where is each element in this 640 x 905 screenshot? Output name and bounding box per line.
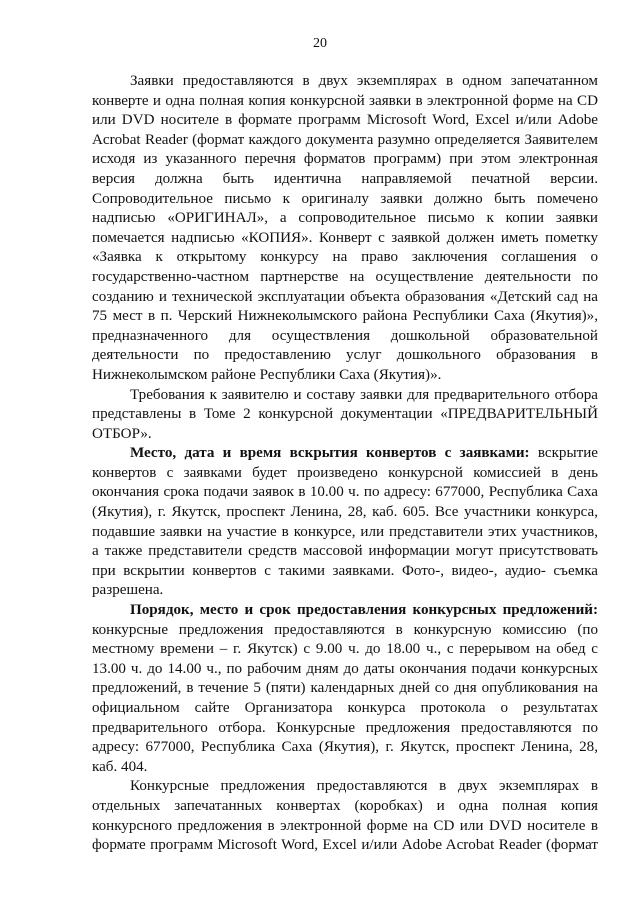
page-number: 20 <box>313 36 327 51</box>
section-heading-proposal-procedure: Порядок, место и срок предоставления конкурсных предложений: <box>130 602 598 619</box>
section-heading-envelope-opening: Место, дата и время вскрытия конвертов с заявками: <box>130 445 530 462</box>
paragraph-envelope-opening <box>92 444 598 601</box>
paragraph-proposal-copies: Конкурсные предложения предоставляются в двух экземплярах в отдельных запечатанных конвертах (коробках) и одна полная копия конкурсного предложения в электронной форме на CD или DVD носителе в формате программ Microsoft Word, Excel и/или Adobe Acrobat Reader (формат <box>92 778 598 854</box>
proposal-procedure-text: конкурсные предложения предоставляются в конкурсную комиссию (по местному времени – г. Якутск) с 9.00 ч. до 18.00 ч., с перерывом на обед с 13.00 ч. до 14.00 ч., по рабочим дням до даты окончания подачи конкурсных предложений, в течение 5 (пяти) календарных дней со дня опубликования на официальном сайте Организатора конкурса протокола о результатах предварительного отбора. Конкурсные предложения предоставляются по адресу: 677000, Республика Саха (Якутия), г. Якутск, проспект Ленина, 28, каб. 404. <box>92 621 598 775</box>
document-body <box>92 72 598 856</box>
paragraph-proposal-procedure <box>92 601 598 777</box>
envelope-opening-text: вскрытие конвертов с заявками будет произведено конкурсной комиссией в день окончания срока подачи заявок в 10.00 ч. по адресу: 677000, Республика Саха (Якутия), г. Якутск, проспект Ленина, 28, каб. 605. Все участники конкурса, подавшие заявки на участие в конкурсе, или представители этих участников, а также представители средств массовой информации могут присутствовать при вскрытии конвертов с такими заявками. Фото-, видео-, аудио- съемка разрешена. <box>92 445 598 599</box>
paragraph-submission-format: Заявки предоставляются в двух экземплярах в одном запечатанном конверте и одна полная копия конкурсной заявки в электронной форме на CD или DVD носителе в формате программ Microsoft Word, Excel и/или Adobe Acrobat Reader (формат каждого документа разумно определяется Заявителем исходя из указанного перечня форматов программ) при этом электронная версия должна быть идентична направляемой печатной версии. Сопроводительное письмо к оригиналу заявки должно быть помечено надписью «ОРИГИНАЛ», а сопроводительное письмо к копии заявки помечается надписью «КОПИЯ». Конверт с заявкой должен иметь пометку «Заявка к открытому конкурсу на право заключения соглашения о государственно-частном партнерстве на осуществление деятельности по созданию и технической эксплуатации объекта образования «Детский сад на 75 мест в п. Черский Нижнеколымского района Республики Саха (Якутия)», предназначенного для осуществления дошкольной образовательной деятельности по предоставлению услуг дошкольного образования в Нижнеколымском районе Республики Саха (Якутия)». <box>92 73 598 383</box>
paragraph-applicant-requirements: Требования к заявителю и составу заявки для предварительного отбора представлены в Томе 2 конкурсной документации «ПРЕДВАРИТЕЛЬНЫЙ ОТБОР». <box>92 386 598 442</box>
